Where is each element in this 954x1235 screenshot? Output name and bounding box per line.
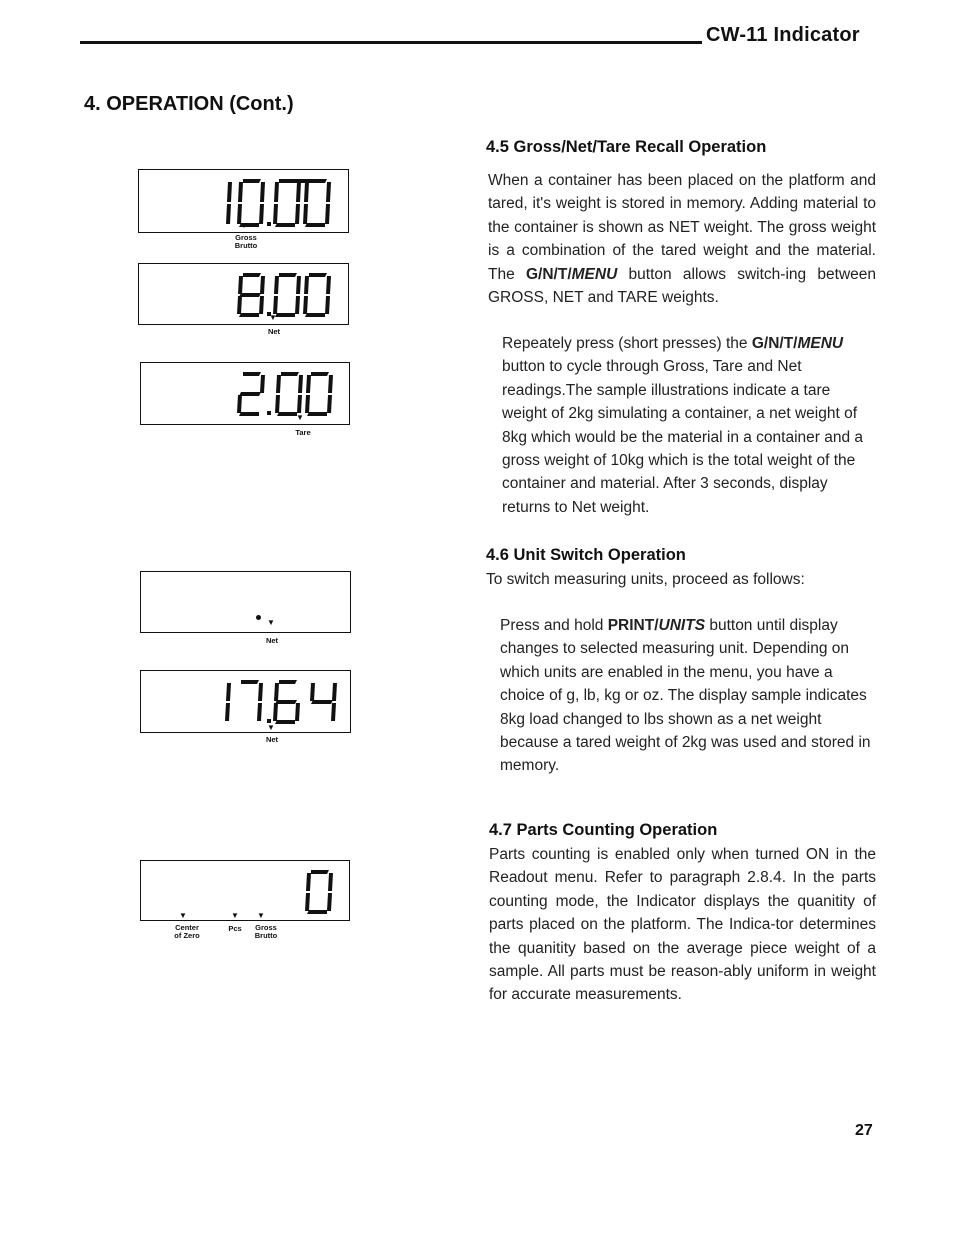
- header-rule: [80, 41, 702, 44]
- lcd-label-net: Net: [265, 735, 279, 744]
- key-name-emphasis: UNITS: [658, 617, 706, 634]
- heading-4-5: 4.5 Gross/Net/Tare Recall Operation: [486, 138, 767, 156]
- lcd-display-parts-count: [140, 860, 350, 921]
- paragraph-4-5-steps: [502, 332, 876, 519]
- seven-segment-reading: [141, 861, 351, 922]
- lcd-label-gross: [226, 234, 266, 250]
- decimal-point: [256, 615, 261, 620]
- lcd-display-tare: [140, 362, 350, 425]
- label-line: Gross: [235, 233, 257, 242]
- paragraph-4-7: Parts counting is enabled only when turned ON in the Readout menu. Refer to paragraph 2.8.4. In the parts counting mode, the Indicator displays the quanitity of parts placed on the platform. The Indica-tor determines the quanitity based on the average piece weight of a sample. All parts must be reason-ably uniform in weight for accurate measurements.: [489, 846, 876, 1004]
- label-line: Gross: [255, 923, 277, 932]
- page-number: 27: [855, 1122, 873, 1139]
- paragraph-4-6-steps: [500, 614, 876, 778]
- label-line: Brutto: [234, 241, 258, 250]
- paragraph-4-5-intro: [488, 169, 876, 309]
- indicator-triangle-icon: ▼: [296, 413, 304, 422]
- lcd-label-center-of-zero: [168, 924, 206, 940]
- seven-segment-reading: [139, 264, 350, 326]
- key-name: G/N/T/: [751, 335, 798, 352]
- text: button allows switch-ing between GROSS, NET and TARE weights.: [488, 265, 877, 307]
- key-name: G/N/T/: [525, 265, 572, 283]
- key-name: PRINT/: [607, 617, 659, 634]
- lcd-display-unit-switch-lb: [140, 670, 351, 733]
- label-line: of Zero: [174, 931, 200, 940]
- indicator-triangle-icon: ▼: [257, 911, 265, 920]
- lcd-label-net: Net: [267, 327, 281, 336]
- indicator-triangle-icon: ▼: [267, 618, 275, 627]
- heading-4-6: 4.6 Unit Switch Operation: [486, 546, 686, 564]
- text: button until display changes to selected measuring unit. Depending on which units are enabled in the menu, you have a choice of g, lb, kg or oz. The display sample indicates 8kg load changed to lbs shown as a net weight because a tared weight of 2kg was used and stored in memory.: [500, 617, 871, 775]
- section-title: 4. OPERATION (Cont.): [84, 93, 294, 115]
- text: button to cycle through Gross, Tare and Net readings.The sample illustrations indicate a tare weight of 2kg simulating a container, a net weight of 8kg which would be the material in a container and a gross weight of 10kg which is the total weight of the container and material. After 3 seconds, display returns to Net weight.: [502, 358, 864, 516]
- seven-segment-reading: [141, 363, 351, 426]
- header-title: CW-11 Indicator: [706, 24, 860, 46]
- indicator-triangle-icon: ▼: [179, 911, 187, 920]
- indicator-triangle-icon: ▼: [240, 221, 248, 230]
- text: When a container has been placed on the platform and tared, it's weight is stored in memory. Adding material to the container is shown as NET weight. The gross weight is a combination of the tared weight and the material. The: [488, 172, 876, 283]
- lcd-label-gross: [250, 924, 282, 940]
- key-name-emphasis: MENU: [797, 335, 844, 352]
- lcd-label-net: Net: [265, 636, 279, 645]
- indicator-triangle-icon: ▼: [269, 313, 277, 322]
- label-line: Brutto: [254, 931, 278, 940]
- text: Press and hold: [500, 617, 608, 634]
- indicator-triangle-icon: ▼: [267, 723, 275, 732]
- heading-4-7: 4.7 Parts Counting Operation: [489, 821, 718, 839]
- lcd-display-unit-switch-blank: [140, 571, 351, 633]
- lcd-display-net: [138, 263, 349, 325]
- key-name-emphasis: MENU: [571, 265, 618, 283]
- paragraph-4-6-intro: To switch measuring units, proceed as follows:: [486, 571, 805, 588]
- lcd-label-pcs: Pcs: [228, 924, 242, 933]
- seven-segment-reading: [141, 671, 352, 734]
- indicator-triangle-icon: ▼: [231, 911, 239, 920]
- text: Repeately press (short presses) the: [502, 335, 752, 352]
- label-line: Center: [175, 923, 199, 932]
- lcd-label-tare: Tare: [295, 428, 311, 437]
